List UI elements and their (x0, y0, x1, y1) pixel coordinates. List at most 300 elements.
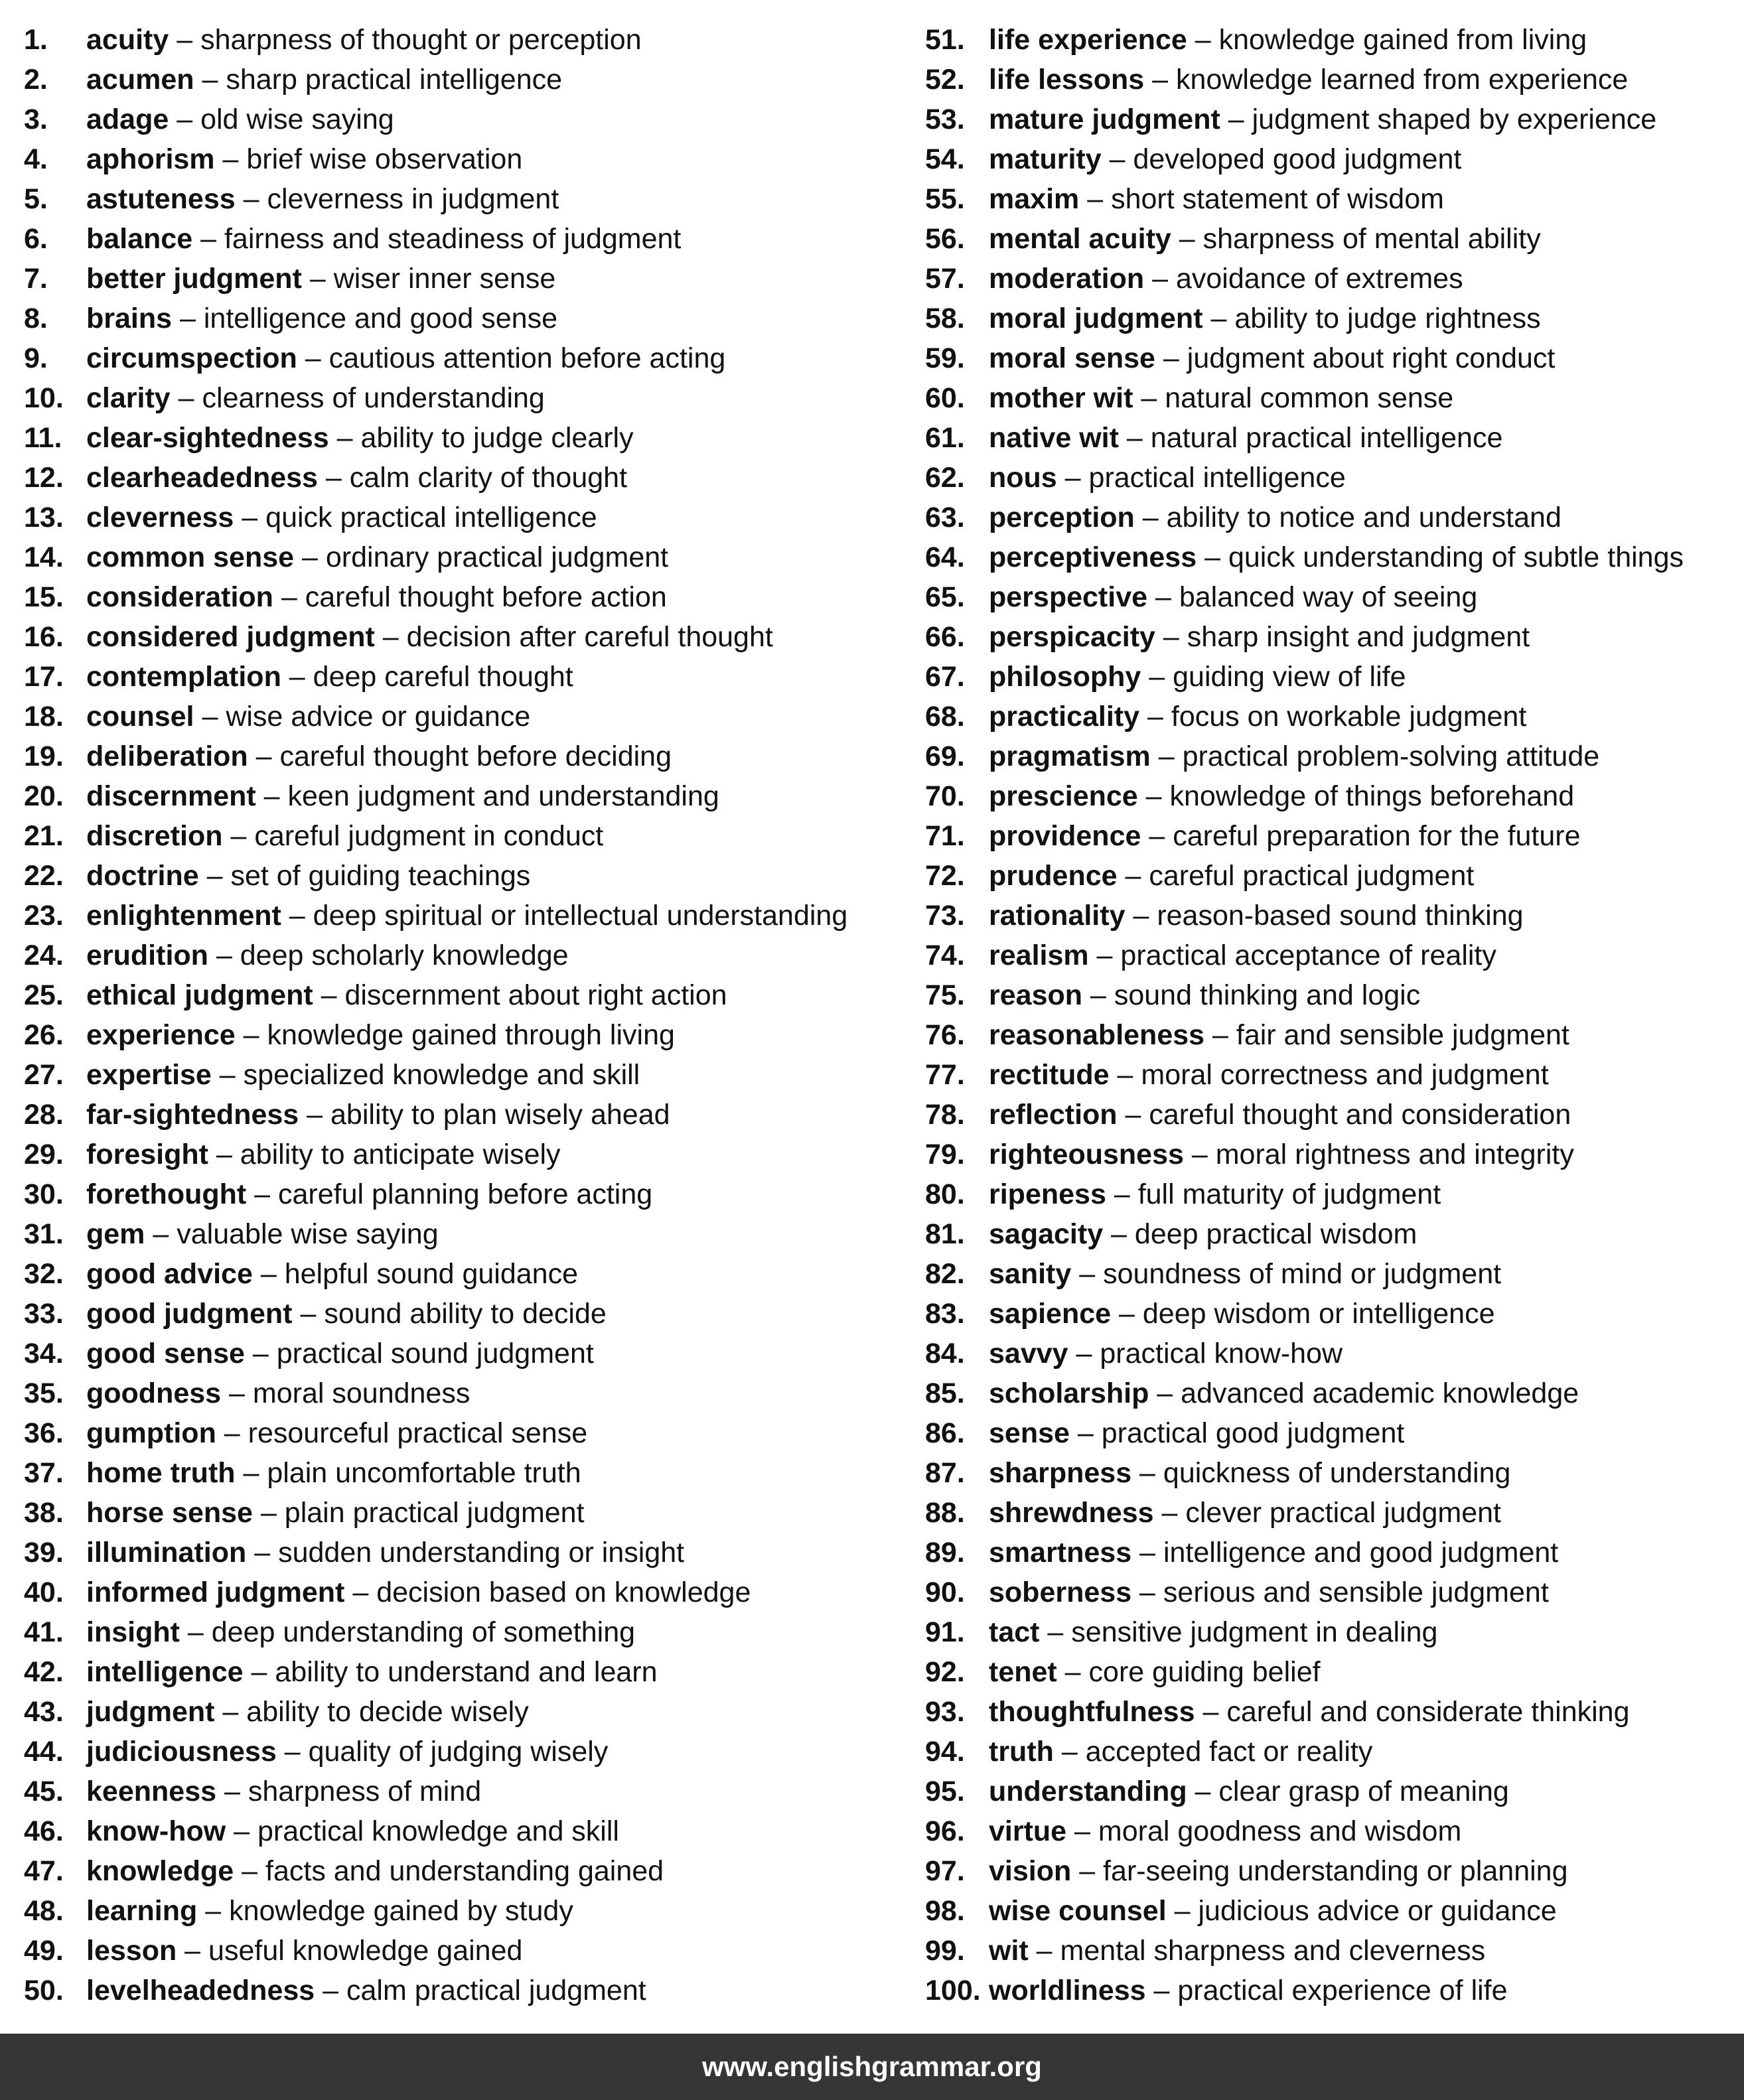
list-item (24, 1174, 900, 1214)
list-item (925, 1413, 1741, 1453)
list-item (24, 1373, 900, 1413)
item-term: good sense (86, 1338, 245, 1369)
item-number: 58. (925, 303, 965, 334)
list-item (24, 1095, 900, 1135)
item-term: righteousness (989, 1139, 1184, 1170)
item-number: 10. (24, 382, 64, 414)
item-definition: calm clarity of thought (349, 462, 628, 494)
item-separator: – (276, 1736, 309, 1768)
list-item (925, 697, 1741, 736)
item-number: 90. (925, 1576, 965, 1608)
item-separator: – (301, 263, 334, 295)
item-number: 85. (925, 1377, 965, 1409)
list-item (925, 1254, 1741, 1294)
item-term: foresight (86, 1139, 208, 1170)
list-item (925, 1891, 1741, 1931)
item-separator: – (214, 1696, 247, 1728)
item-separator: – (1131, 1537, 1163, 1569)
list-item (925, 1533, 1741, 1573)
item-term: insight (86, 1616, 180, 1648)
item-number: 11. (24, 422, 62, 454)
item-term: life experience (989, 24, 1187, 56)
list-item (24, 458, 900, 498)
item-definition: intelligence and good judgment (1163, 1537, 1559, 1569)
item-number: 69. (925, 740, 965, 772)
item-separator: – (299, 1099, 331, 1131)
item-definition: cleverness in judgment (267, 183, 559, 215)
item-definition: fairness and steadiness of judgment (224, 223, 682, 255)
item-definition: practical acceptance of reality (1120, 940, 1496, 971)
list-item (24, 1772, 900, 1811)
list-item (24, 577, 900, 617)
item-separator: – (1187, 1776, 1219, 1807)
item-number: 30. (24, 1178, 64, 1210)
item-term: better judgment (86, 263, 302, 295)
item-definition: practical sound judgment (276, 1338, 594, 1369)
item-term: consideration (86, 581, 273, 613)
item-number: 84. (925, 1338, 965, 1369)
item-definition: careful thought before deciding (279, 740, 672, 772)
item-number: 89. (925, 1537, 965, 1569)
item-number: 92. (925, 1656, 965, 1688)
item-term: expertise (86, 1059, 212, 1091)
item-number: 78. (925, 1099, 965, 1131)
item-definition: discernment about right action (344, 979, 727, 1011)
item-separator: – (317, 462, 350, 494)
item-term: nous (989, 462, 1057, 494)
item-number: 13. (24, 502, 64, 533)
item-separator: – (169, 104, 201, 135)
list-item (24, 1533, 900, 1573)
item-number: 22. (24, 860, 64, 892)
item-definition: soundness of mind or judgment (1103, 1258, 1502, 1290)
item-number: 25. (24, 979, 64, 1011)
item-term: understanding (989, 1776, 1187, 1807)
list-item (24, 1493, 900, 1533)
item-term: rectitude (989, 1059, 1110, 1091)
list-item (925, 1732, 1741, 1772)
item-number: 68. (925, 701, 965, 733)
item-definition: moral rightness and integrity (1215, 1139, 1574, 1170)
item-number: 62. (925, 462, 965, 494)
item-term: experience (86, 1019, 236, 1051)
item-separator: – (1204, 1019, 1236, 1051)
item-term: ripeness (989, 1178, 1106, 1210)
item-separator: – (1202, 303, 1235, 334)
item-term: thoughtfulness (989, 1696, 1195, 1728)
item-term: sense (989, 1417, 1070, 1449)
item-separator: – (1134, 502, 1167, 533)
list-item (925, 498, 1741, 537)
item-separator: – (294, 541, 326, 573)
item-term: acumen (86, 64, 194, 96)
item-number: 50. (24, 1975, 64, 2006)
item-separator: – (1071, 1258, 1104, 1290)
list-item (24, 60, 900, 100)
item-definition: ability to judge rightness (1234, 303, 1541, 334)
item-term: philosophy (989, 661, 1141, 693)
item-number: 70. (925, 780, 965, 812)
item-definition: knowledge learned from experience (1176, 64, 1629, 96)
item-term: discretion (86, 820, 223, 852)
item-number: 20. (24, 780, 64, 812)
item-number: 35. (24, 1377, 64, 1409)
item-separator: – (145, 1218, 177, 1250)
item-separator: – (248, 740, 280, 772)
list-item (925, 1055, 1741, 1095)
list-item (925, 1373, 1741, 1413)
list-item (24, 259, 900, 299)
item-number: 47. (24, 1855, 64, 1887)
item-number: 29. (24, 1139, 64, 1170)
item-number: 75. (925, 979, 965, 1011)
item-term: acuity (86, 24, 169, 56)
item-definition: guiding view of life (1173, 661, 1406, 693)
item-term: providence (989, 820, 1141, 852)
list-item (925, 936, 1741, 975)
footer-website-link[interactable]: www.englishgrammar.org (702, 2051, 1042, 2082)
list-item (925, 856, 1741, 896)
item-separator: – (1155, 342, 1187, 374)
item-term: know-how (86, 1815, 226, 1847)
item-definition: judgment about right conduct (1187, 342, 1556, 374)
list-item (24, 896, 900, 936)
item-definition: serious and sensible judgment (1163, 1576, 1549, 1608)
list-item (925, 1573, 1741, 1612)
item-term: home truth (86, 1457, 236, 1489)
item-separator: – (179, 1616, 212, 1648)
list-item (24, 1811, 900, 1851)
item-number: 60. (925, 382, 965, 414)
item-definition: quickness of understanding (1163, 1457, 1511, 1489)
list-item (925, 139, 1741, 179)
item-separator: – (1144, 263, 1176, 295)
item-definition: sound ability to decide (324, 1298, 607, 1330)
list-item (925, 1493, 1741, 1533)
item-separator: – (1039, 1616, 1072, 1648)
item-separator: – (1155, 621, 1187, 653)
item-term: smartness (989, 1537, 1132, 1569)
item-number: 71. (925, 820, 965, 852)
item-definition: balanced way of seeing (1179, 581, 1478, 613)
item-number: 7. (24, 263, 48, 295)
item-number: 51. (925, 24, 965, 56)
item-term: deliberation (86, 740, 248, 772)
list-item (24, 1214, 900, 1254)
item-definition: cautious attention before acting (328, 342, 726, 374)
item-term: maturity (989, 143, 1102, 175)
item-separator: – (1125, 900, 1157, 932)
item-number: 23. (24, 900, 64, 932)
item-number: 67. (925, 661, 965, 693)
item-separator: – (1056, 1656, 1089, 1688)
item-number: 98. (925, 1895, 965, 1927)
item-definition: deep practical wisdom (1134, 1218, 1417, 1250)
item-definition: practical know-how (1100, 1338, 1343, 1369)
item-separator: – (1131, 1576, 1163, 1608)
list-item (925, 338, 1741, 378)
list-item (24, 378, 900, 418)
list-item (925, 1971, 1741, 2010)
list-item (925, 1652, 1741, 1692)
item-number: 9. (24, 342, 48, 374)
item-term: perceptiveness (989, 541, 1197, 573)
item-number: 15. (24, 581, 64, 613)
item-definition: facts and understanding gained (265, 1855, 664, 1887)
item-definition: careful practical judgment (1149, 860, 1475, 892)
item-definition: short statement of wisdom (1111, 183, 1444, 215)
item-term: erudition (86, 940, 208, 971)
item-term: vision (989, 1855, 1072, 1887)
list-item (925, 1334, 1741, 1373)
item-number: 6. (24, 223, 48, 255)
list-item (24, 1254, 900, 1294)
item-number: 26. (24, 1019, 64, 1051)
item-number: 32. (24, 1258, 64, 1290)
item-definition: careful judgment in conduct (254, 820, 604, 852)
list-item (24, 299, 900, 338)
item-number: 59. (925, 342, 965, 374)
list-item (24, 856, 900, 896)
list-item (24, 498, 900, 537)
item-term: sanity (989, 1258, 1072, 1290)
item-separator: – (226, 1815, 258, 1847)
item-number: 34. (24, 1338, 64, 1369)
list-item (925, 577, 1741, 617)
item-number: 48. (24, 1895, 64, 1927)
item-number: 57. (925, 263, 965, 295)
item-separator: – (246, 1537, 279, 1569)
list-item (925, 537, 1741, 577)
list-item (24, 936, 900, 975)
list-item (925, 1214, 1741, 1254)
item-definition: sharpness of mental ability (1202, 223, 1541, 255)
list-item (24, 1015, 900, 1055)
item-definition: helpful sound guidance (284, 1258, 579, 1290)
item-number: 33. (24, 1298, 64, 1330)
item-definition: deep spiritual or intellectual understanding (313, 900, 848, 932)
item-definition: valuable wise saying (177, 1218, 439, 1250)
item-number: 42. (24, 1656, 64, 1688)
item-number: 55. (925, 183, 965, 215)
item-term: judgment (86, 1696, 215, 1728)
item-definition: knowledge gained by study (229, 1895, 573, 1927)
item-separator: – (197, 1895, 230, 1927)
item-separator: – (192, 223, 224, 255)
item-separator: – (194, 64, 226, 96)
item-term: sharpness (989, 1457, 1132, 1489)
list-item (24, 537, 900, 577)
item-separator: – (169, 24, 201, 56)
item-separator: – (1153, 1497, 1186, 1529)
item-number: 91. (925, 1616, 965, 1648)
item-term: discernment (86, 780, 256, 812)
list-item (925, 975, 1741, 1015)
list-item (24, 1971, 900, 2010)
item-term: reflection (989, 1099, 1118, 1131)
item-number: 83. (925, 1298, 965, 1330)
item-separator: – (1144, 64, 1177, 96)
item-separator: – (1183, 1139, 1216, 1170)
item-definition: quick practical intelligence (265, 502, 597, 533)
list-item (925, 1931, 1741, 1971)
item-number: 88. (925, 1497, 965, 1529)
item-separator: – (1220, 104, 1252, 135)
list-item (24, 816, 900, 856)
item-separator: – (1118, 422, 1151, 454)
item-definition: clever practical judgment (1185, 1497, 1501, 1529)
item-term: life lessons (989, 64, 1145, 96)
item-number: 45. (24, 1776, 64, 1807)
item-number: 18. (24, 701, 64, 733)
list-item (925, 1811, 1741, 1851)
list-item (925, 1772, 1741, 1811)
list-item (925, 1015, 1741, 1055)
item-separator: – (170, 382, 202, 414)
item-separator: – (222, 820, 255, 852)
item-definition: ability to understand and learn (275, 1656, 658, 1688)
item-number: 79. (925, 1139, 965, 1170)
item-number: 80. (925, 1178, 965, 1210)
list-item (925, 100, 1741, 139)
item-definition: judgment shaped by experience (1252, 104, 1657, 135)
item-definition: ability to judge clearly (360, 422, 634, 454)
item-term: virtue (989, 1815, 1067, 1847)
item-number: 52. (925, 64, 965, 96)
list-item (925, 1174, 1741, 1214)
item-separator: – (1111, 1298, 1143, 1330)
list-item (24, 1692, 900, 1732)
item-separator: – (246, 1178, 279, 1210)
item-term: levelheadedness (86, 1975, 315, 2006)
list-item (24, 1732, 900, 1772)
item-definition: careful preparation for the future (1173, 820, 1581, 852)
item-term: reason (989, 979, 1083, 1011)
item-term: informed judgment (86, 1576, 345, 1608)
item-number: 82. (925, 1258, 965, 1290)
item-separator: – (374, 621, 407, 653)
item-separator: – (172, 303, 204, 334)
item-separator: – (281, 900, 313, 932)
item-separator: – (1056, 462, 1089, 494)
item-definition: sharp insight and judgment (1187, 621, 1530, 653)
item-term: tenet (989, 1656, 1057, 1688)
list-item (24, 1453, 900, 1493)
item-term: moral sense (989, 342, 1155, 374)
list-item (24, 20, 900, 60)
item-separator: – (221, 1377, 253, 1409)
item-term: contemplation (86, 661, 281, 693)
item-number: 16. (24, 621, 64, 653)
item-number: 53. (925, 104, 965, 135)
item-term: clearheadedness (86, 462, 318, 494)
list-item (24, 776, 900, 816)
item-number: 93. (925, 1696, 965, 1728)
item-definition: quality of judging wisely (308, 1736, 609, 1768)
item-number: 19. (24, 740, 64, 772)
item-term: ethical judgment (86, 979, 313, 1011)
item-definition: calm practical judgment (346, 1975, 646, 2006)
item-term: reasonableness (989, 1019, 1205, 1051)
item-definition: accepted fact or reality (1085, 1736, 1373, 1768)
list-item (24, 418, 900, 458)
item-definition: resourceful practical sense (248, 1417, 588, 1449)
item-separator: – (1103, 1218, 1135, 1250)
item-definition: wiser inner sense (333, 263, 556, 295)
item-definition: useful knowledge gained (208, 1935, 523, 1967)
item-number: 27. (24, 1059, 64, 1091)
list-item (925, 60, 1741, 100)
item-definition: sudden understanding or insight (278, 1537, 685, 1569)
item-number: 24. (24, 940, 64, 971)
list-item (24, 736, 900, 776)
item-separator: – (1187, 24, 1219, 56)
item-definition: mental sharpness and cleverness (1060, 1935, 1486, 1967)
item-term: shrewdness (989, 1497, 1154, 1529)
item-definition: set of guiding teachings (230, 860, 531, 892)
item-definition: ability to anticipate wisely (240, 1139, 561, 1170)
list-item (925, 299, 1741, 338)
item-term: practicality (989, 701, 1140, 733)
item-number: 99. (925, 1935, 965, 1967)
list-item (24, 975, 900, 1015)
item-separator: – (1053, 1736, 1086, 1768)
item-term: mother wit (989, 382, 1133, 414)
list-item (24, 100, 900, 139)
item-definition: core guiding belief (1088, 1656, 1321, 1688)
item-number: 39. (24, 1537, 64, 1569)
item-separator: – (234, 502, 266, 533)
list-item (24, 617, 900, 657)
list-item (925, 816, 1741, 856)
item-definition: decision based on knowledge (376, 1576, 751, 1608)
list-item (925, 1453, 1741, 1493)
item-number: 36. (24, 1417, 64, 1449)
item-definition: knowledge gained from living (1218, 24, 1587, 56)
item-definition: careful thought and consideration (1149, 1099, 1571, 1131)
item-definition: full maturity of judgment (1137, 1178, 1441, 1210)
item-definition: sharpness of thought or perception (200, 24, 642, 56)
list-item (24, 1652, 900, 1692)
item-term: perspicacity (989, 621, 1155, 653)
list-item (925, 1612, 1741, 1652)
item-term: perception (989, 502, 1135, 533)
list-item (24, 179, 900, 219)
item-number: 5. (24, 183, 48, 215)
item-term: cleverness (86, 502, 234, 533)
list-item (925, 179, 1741, 219)
item-separator: – (252, 1497, 285, 1529)
item-separator: – (244, 1338, 277, 1369)
item-term: mental acuity (989, 223, 1171, 255)
item-term: learning (86, 1895, 198, 1927)
item-term: moral judgment (989, 303, 1203, 334)
item-term: goodness (86, 1377, 222, 1409)
list-item (24, 139, 900, 179)
list-item (24, 1294, 900, 1334)
item-number: 40. (24, 1576, 64, 1608)
item-separator: – (1066, 1815, 1098, 1847)
item-separator: – (1131, 1457, 1163, 1489)
list-item (24, 1135, 900, 1174)
item-separator: – (1068, 1338, 1100, 1369)
item-term: intelligence (86, 1656, 244, 1688)
item-separator: – (313, 979, 345, 1011)
item-separator: – (1150, 740, 1183, 772)
item-term: soberness (989, 1576, 1132, 1608)
item-separator: – (235, 1019, 267, 1051)
item-term: scholarship (989, 1377, 1149, 1409)
